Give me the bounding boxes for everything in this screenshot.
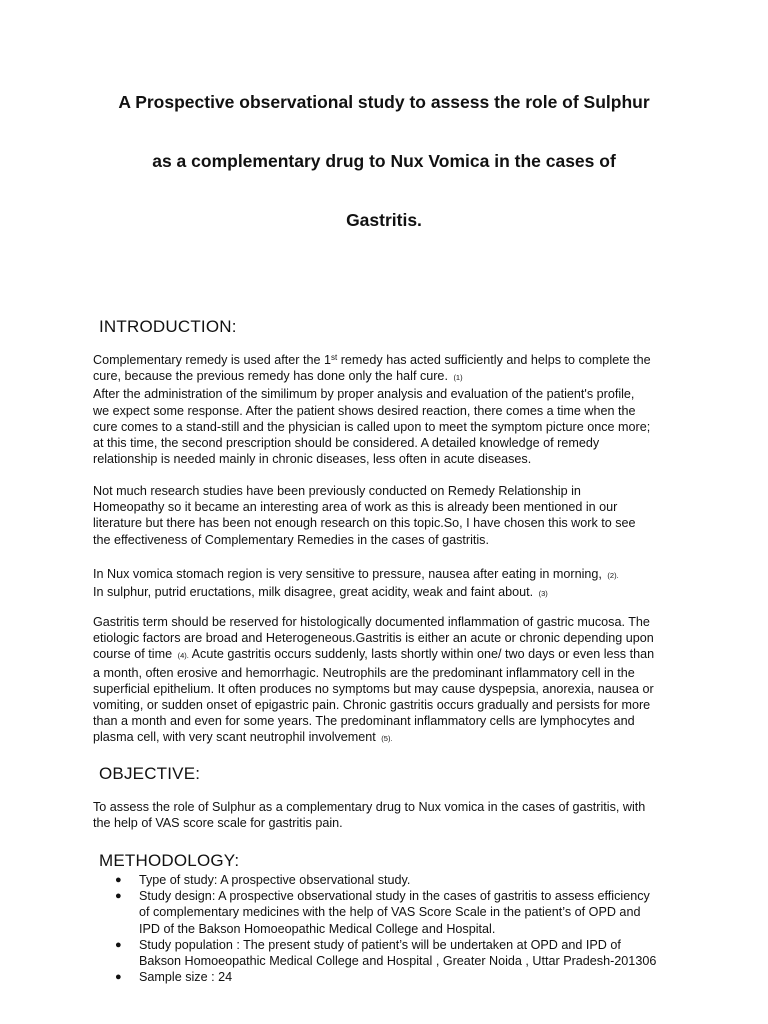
text-line: course of time (4). Acute gastritis occurs suddenly, lasts shortly within one/ two days or even less than	[93, 647, 655, 662]
objective-heading: OBJECTIVE:	[99, 764, 201, 783]
list-item	[115, 937, 695, 969]
text-line: at this time, the second prescription should be considered. A detailed knowledge of remedy	[93, 436, 600, 451]
bullet-icon: ●	[115, 874, 122, 886]
text-line: cure comes to a stand-still and the physician is called upon to meet the symptom picture once more;	[93, 419, 651, 434]
bullet-icon: ●	[115, 971, 122, 984]
list-item	[115, 872, 695, 888]
text-line: Complementary remedy is used after the 1st remedy has acted sufficiently and helps to complete the	[93, 353, 651, 367]
bullet-icon: ●	[115, 938, 122, 951]
paper-title-line-1: A Prospective observational study to assess the role of Sulphur	[118, 92, 650, 112]
list-item	[115, 888, 695, 937]
text-line: a month, often erosive and hemorrhagic. Neutrophils are the predominant inflammatory cell in the	[93, 665, 635, 680]
text-line: cure, because the previous remedy has done only the half cure. (1)	[93, 369, 463, 384]
paper-title-line-2: as a complementary drug to Nux Vomica in the cases of	[152, 151, 616, 171]
citation-ref: (2).	[607, 571, 619, 580]
text-line: relationship is needed mainly in chronic diseases, less often in acute diseases.	[93, 452, 532, 467]
text-line: Type of study: A prospective observational study.	[139, 873, 411, 887]
methodology-list	[115, 872, 695, 985]
objective-paragraph	[93, 799, 683, 831]
text-line: the effectiveness of Complementary Remedies in the cases of gastritis.	[93, 532, 489, 547]
text-line: Study design: A prospective observational study in the cases of gastritis to assess efficiency	[139, 889, 650, 904]
text-line: plasma cell, with very scant neutrophil involvement (5).	[93, 730, 393, 745]
text-line: superficial epithelium. It often produces no symptoms but may cause dyspepsia, anorexia, nausea or	[93, 681, 654, 696]
text-line: Study population : The present study of patient’s will be undertaken at OPD and IPD of	[139, 937, 621, 952]
text-line: literature but there has been not enough research on this topic.So, I have chosen this work to see	[93, 516, 636, 531]
text-line: Bakson Homoeopathic Medical College and Hospital , Greater Noida , Uttar Pradesh-201306	[139, 954, 657, 969]
text-line: In sulphur, putrid eructations, milk disagree, great acidity, weak and faint about. (3)	[93, 585, 548, 600]
introduction-paragraph-4	[93, 614, 683, 748]
text-line: than a month and even for some years. The predominant inflammatory cells are lymphocytes and	[93, 714, 635, 729]
citation-ref: (4).	[177, 651, 189, 661]
text-line: Sample size : 24	[139, 970, 233, 985]
bullet-icon: ●	[115, 890, 122, 903]
citation-ref: (5).	[381, 734, 393, 744]
text-line: Not much research studies have been previously conducted on Remedy Relationship in	[93, 484, 581, 498]
introduction-paragraph-2	[93, 483, 683, 548]
superscript: st	[331, 353, 338, 362]
introduction-paragraph-3	[93, 566, 683, 602]
paper-title-line-3: Gastritis.	[346, 210, 422, 230]
introduction-paragraph-1	[93, 352, 683, 467]
text-line: IPD of the Bakson Homoeopathic Medical College and Hospital.	[139, 921, 496, 936]
text-line: the help of VAS score scale for gastritis pain.	[93, 816, 343, 831]
text-line: Gastritis term should be reserved for histologically documented inflammation of gastric mucosa. The	[93, 615, 650, 629]
citation-ref: (1)	[453, 373, 463, 383]
list-item	[115, 969, 695, 985]
text-line: In Nux vomica stomach region is very sensitive to pressure, nausea after eating in morning, (2).	[93, 567, 619, 581]
citation-ref: (3)	[538, 589, 548, 599]
text-line: vomiting, or sudden onset of epigastric pain. Chronic gastritis occurs gradually and persists for more	[93, 698, 651, 713]
methodology-heading: METHODOLOGY:	[99, 851, 240, 870]
introduction-heading: INTRODUCTION:	[99, 317, 237, 336]
text-line: etiologic factors are broad and Heterogeneous.Gastritis is either an acute or chronic depending upon	[93, 631, 654, 646]
text-line: Homeopathy so it became an interesting area of work as this is already been mentioned in our	[93, 500, 618, 515]
text-line: After the administration of the similimum by proper analysis and evaluation of the patient's profile,	[93, 387, 635, 402]
text-line: of complementary medicines with the help of VAS Score Scale in the patient’s of OPD and	[139, 905, 641, 920]
text-line: To assess the role of Sulphur as a complementary drug to Nux vomica in the cases of gastritis, with	[93, 800, 646, 814]
text-line: we expect some response. After the patient shows desired reaction, there comes a time when the	[93, 403, 636, 418]
